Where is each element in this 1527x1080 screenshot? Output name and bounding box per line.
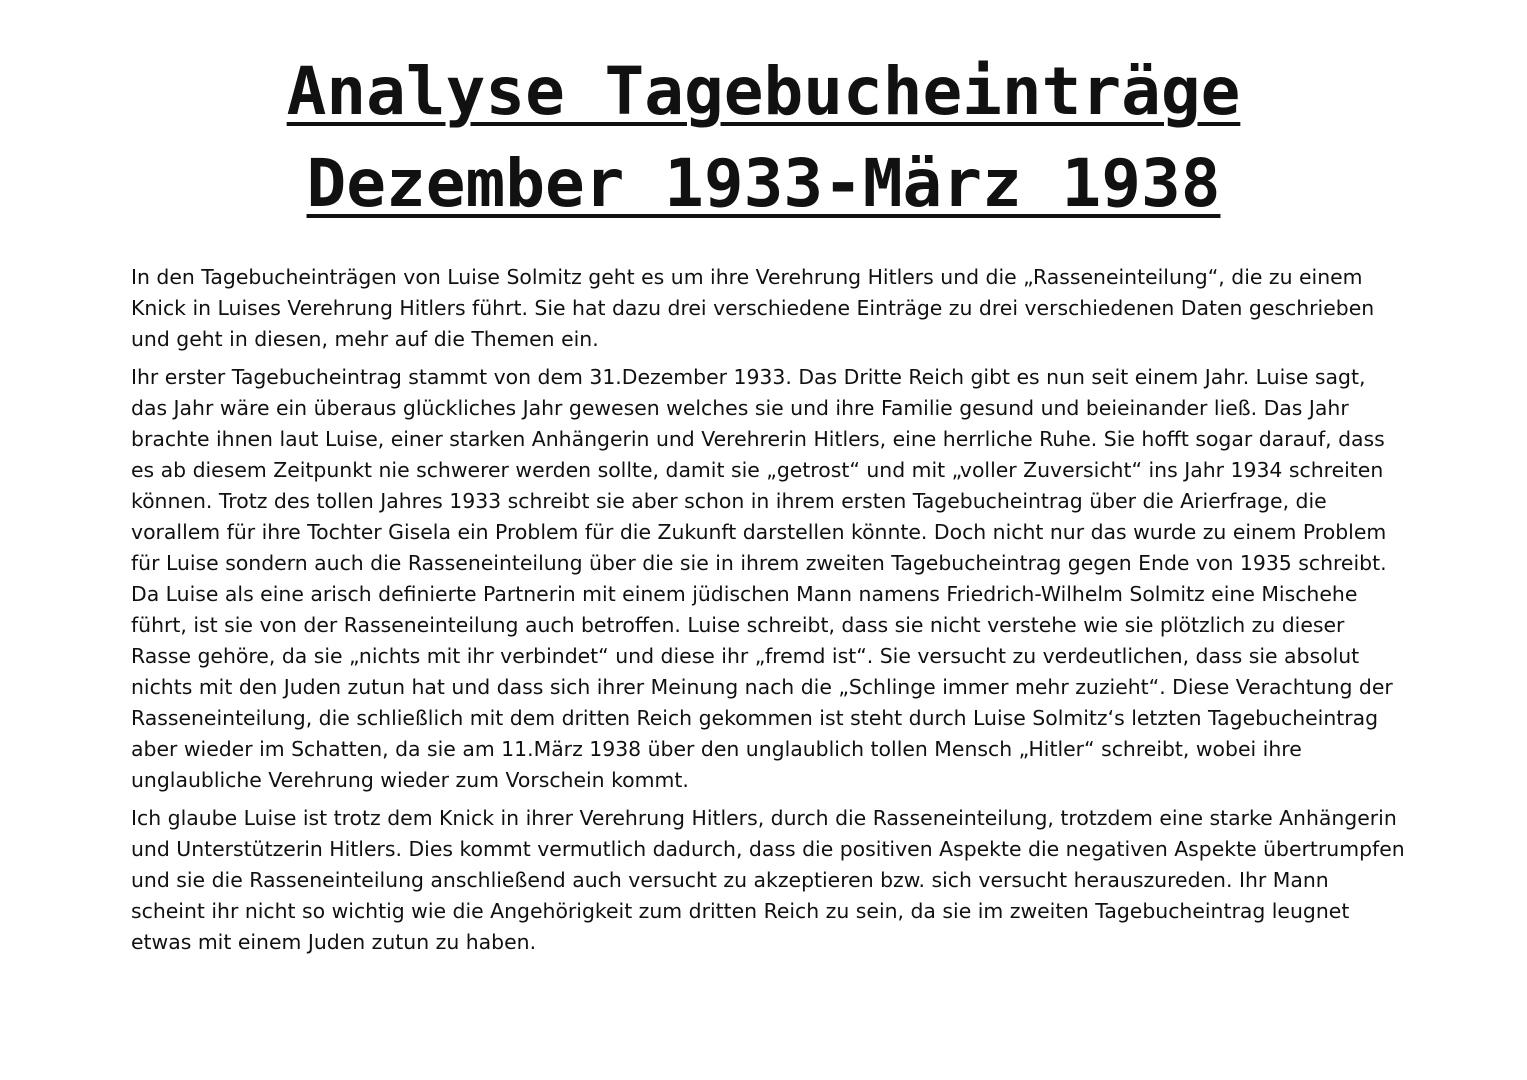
paragraph-intro: In den Tagebucheinträgen von Luise Solmitz geht es um ihre Verehrung Hitlers und die „Rasseneinteilung“, die zu einem Knick in Luises Verehrung Hitlers führt. Sie hat dazu drei verschiedene Einträge zu drei verschiedenen Daten geschrieben und geht in diesen, mehr auf die Themen ein. <box>131 265 1375 351</box>
paragraph-analysis: Ihr erster Tagebucheintrag stammt von dem 31.Dezember 1933. Das Dritte Reich gibt es nun seit einem Jahr. Luise sagt, das Jahr wäre ein überaus glückliches Jahr gewesen welches sie und ihre Familie gesund und beieinander ließ. Das Jahr brachte ihnen laut Luise, einer starken Anhängerin und Verehrerin Hitlers, eine herrliche Ruhe. Sie hofft sogar darauf, dass es ab diesem Zeitpunkt nie schwerer werden sollte, damit sie „getrost“ und mit „voller Zuversicht“ ins Jahr 1934 schreiten können. Trotz des tollen Jahres 1933 schreibt sie aber schon in ihrem ersten Tagebucheintrag über die Arierfrage, die vorallem für ihre Tochter Gisela ein Problem für die Zukunft darstellen könnte. Doch nicht nur das wurde zu einem Problem für Luise sondern auch die Rasseneinteilung über die sie in ihrem zweiten Tagebucheintrag gegen Ende von 1935 schreibt. Da Luise als eine arisch definierte Partnerin mit einem jüdischen Mann namens Friedrich-Wilhelm Solmitz eine Mischehe führt, ist sie von der Rasseneinteilung auch betroffen. Luise schreibt, dass sie nicht verstehe wie sie plötzlich zu dieser Rasse gehöre, da sie „nichts mit ihr verbindet“ und diese ihr „fremd ist“. Sie versucht zu verdeutlichen, dass sie absolut nichts mit den Juden zutun hat und dass sich ihrer Meinung nach die „Schlinge immer mehr zuzieht“. Diese Verachtung der Rasseneinteilung, die schließlich mit dem dritten Reich gekommen ist steht durch Luise Solmitz‘s letzten Tagebucheintrag aber wieder im Schatten, da sie am 11.März 1938 über den unglaublich tollen Mensch „Hitler“ schreibt, wobei ihre unglaubliche Verehrung wieder zum Vorschein kommt. <box>131 365 1393 792</box>
document-title <box>0 46 1527 230</box>
document-body <box>131 262 1406 965</box>
title-line-1: Analyse Tagebucheinträge <box>286 53 1241 130</box>
title-line-2: Dezember 1933-März 1938 <box>306 145 1221 222</box>
paragraph-conclusion: Ich glaube Luise ist trotz dem Knick in ihrer Verehrung Hitlers, durch die Rasseneinteilung, trotzdem eine starke Anhängerin und Unterstützerin Hitlers. Dies kommt vermutlich dadurch, dass die positiven Aspekte die negativen Aspekte übertrumpfen und sie die Rasseneinteilung anschließend auch versucht zu akzeptieren bzw. sich versucht herauszureden. Ihr Mann scheint ihr nicht so wichtig wie die Angehörigkeit zum dritten Reich zu sein, da sie im zweiten Tagebucheintrag leugnet etwas mit einem Juden zutun zu haben. <box>131 806 1405 954</box>
